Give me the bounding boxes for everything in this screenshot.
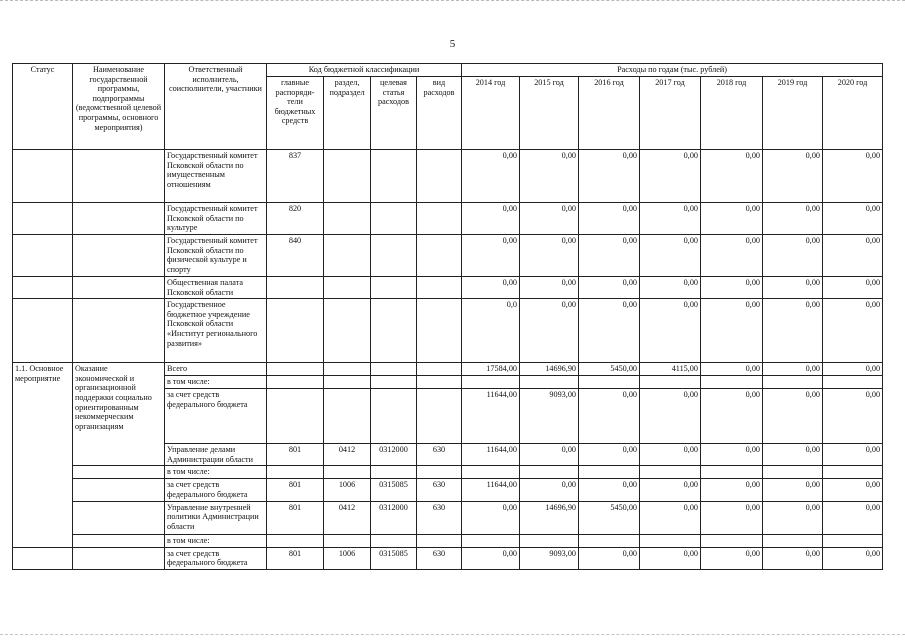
section-cell [324, 389, 371, 444]
value-cell: 0,00 [579, 547, 640, 569]
value-cell: 0,00 [701, 299, 763, 363]
value-cell: 0,00 [823, 299, 883, 363]
value-cell: 0,00 [763, 203, 823, 235]
grbs-cell: 840 [267, 235, 324, 277]
table-row [13, 534, 883, 547]
value-cell: 0,00 [823, 547, 883, 569]
value-cell: 0,00 [701, 479, 763, 501]
grbs-cell [267, 534, 324, 547]
name-cell: Оказание экономической и организационной поддержки социально ориентированным некоммерческим организациям [73, 363, 165, 466]
value-cell: 0,00 [640, 389, 701, 444]
header-budget-code: Код бюджетной классификации [267, 64, 462, 77]
value-cell: 0,00 [701, 150, 763, 203]
header-name: Наименование государственной программы, подпрограммы (ведомственной целевой программы, основного мероприятия) [73, 64, 165, 150]
value-cell: 0,00 [823, 203, 883, 235]
page-number: 5 [449, 38, 456, 50]
target-article-cell [371, 150, 417, 203]
value-cell: 0,00 [579, 277, 640, 299]
target-article-cell: 0312000 [371, 444, 417, 466]
table-row [13, 479, 883, 501]
name-cell [73, 466, 165, 479]
value-cell: 0,00 [701, 363, 763, 376]
expense-type-cell: 630 [417, 444, 462, 466]
value-cell: 0,00 [579, 203, 640, 235]
value-cell: 0,00 [701, 389, 763, 444]
table-row [13, 299, 883, 363]
table-row [13, 277, 883, 299]
value-cell: 0,00 [640, 299, 701, 363]
grbs-cell: 801 [267, 547, 324, 569]
budget-table [12, 63, 883, 570]
value-cell: 0,00 [579, 299, 640, 363]
grbs-cell [267, 277, 324, 299]
grbs-cell: 801 [267, 501, 324, 534]
executor-cell: Управление внутренней политики Администрации области [165, 501, 267, 534]
value-cell: 0,00 [763, 444, 823, 466]
grbs-cell [267, 389, 324, 444]
table-row [13, 203, 883, 235]
name-cell [73, 479, 165, 501]
value-cell [823, 466, 883, 479]
section-cell [324, 376, 371, 389]
value-cell: 0,00 [701, 277, 763, 299]
value-cell: 0,00 [520, 299, 579, 363]
header-year-2019: 2019 год [763, 77, 823, 150]
header-grbs: главные распоряди-тели бюджетных средств [267, 77, 324, 150]
value-cell: 0,00 [640, 444, 701, 466]
name-cell [73, 547, 165, 569]
value-cell: 0,00 [763, 547, 823, 569]
section-cell [324, 235, 371, 277]
target-article-cell: 0315085 [371, 547, 417, 569]
value-cell: 0,00 [579, 444, 640, 466]
value-cell: 4115,00 [640, 363, 701, 376]
value-cell: 17584,00 [462, 363, 520, 376]
grbs-cell [267, 466, 324, 479]
expense-type-cell: 630 [417, 479, 462, 501]
header-year-2018: 2018 год [701, 77, 763, 150]
expense-type-cell: 630 [417, 547, 462, 569]
value-cell: 0,00 [763, 389, 823, 444]
value-cell: 0,00 [823, 150, 883, 203]
grbs-cell [267, 376, 324, 389]
value-cell [763, 376, 823, 389]
value-cell: 5450,00 [579, 501, 640, 534]
value-cell [701, 466, 763, 479]
value-cell: 5450,00 [579, 363, 640, 376]
value-cell: 0,00 [823, 363, 883, 376]
grbs-cell [267, 363, 324, 376]
target-article-cell: 0312000 [371, 501, 417, 534]
value-cell [462, 534, 520, 547]
value-cell: 0,00 [763, 299, 823, 363]
value-cell: 14696,90 [520, 501, 579, 534]
value-cell: 0,00 [701, 235, 763, 277]
value-cell: 0,00 [462, 277, 520, 299]
value-cell: 0,00 [763, 501, 823, 534]
name-cell [73, 150, 165, 203]
status-cell [13, 547, 73, 569]
grbs-cell: 801 [267, 444, 324, 466]
header-year-2020: 2020 год [823, 77, 883, 150]
expense-type-cell [417, 203, 462, 235]
target-article-cell [371, 534, 417, 547]
value-cell: 0,00 [823, 479, 883, 501]
value-cell: 11644,00 [462, 479, 520, 501]
executor-cell: в том числе: [165, 534, 267, 547]
section-cell [324, 203, 371, 235]
executor-cell: в том числе: [165, 376, 267, 389]
value-cell: 0,00 [640, 277, 701, 299]
value-cell: 9093,00 [520, 389, 579, 444]
table-row [13, 501, 883, 534]
section-cell [324, 299, 371, 363]
section-cell [324, 534, 371, 547]
header-executor: Ответственный исполнитель, соисполнители, участники [165, 64, 267, 150]
grbs-cell: 801 [267, 479, 324, 501]
header-target-article: целевая статья расходов [371, 77, 417, 150]
value-cell: 0,00 [579, 235, 640, 277]
value-cell [462, 376, 520, 389]
value-cell [520, 376, 579, 389]
expense-type-cell: 630 [417, 501, 462, 534]
value-cell: 0,00 [640, 235, 701, 277]
name-cell [73, 203, 165, 235]
value-cell: 0,00 [823, 235, 883, 277]
value-cell [579, 376, 640, 389]
expense-type-cell [417, 466, 462, 479]
target-article-cell [371, 299, 417, 363]
status-cell [13, 235, 73, 277]
expense-type-cell [417, 376, 462, 389]
value-cell: 11644,00 [462, 444, 520, 466]
header-section: раздел, подраздел [324, 77, 371, 150]
value-cell [579, 534, 640, 547]
value-cell: 11644,00 [462, 389, 520, 444]
expense-type-cell [417, 299, 462, 363]
value-cell: 0,00 [640, 547, 701, 569]
executor-cell: Государственный комитет Псковской области по культуре [165, 203, 267, 235]
value-cell [701, 376, 763, 389]
value-cell [520, 466, 579, 479]
value-cell: 14696,90 [520, 363, 579, 376]
executor-cell: Государственный комитет Псковской области по физической культуре и спорту [165, 235, 267, 277]
section-cell: 1006 [324, 479, 371, 501]
name-cell [73, 534, 165, 547]
executor-cell: Общественная палата Псковской области [165, 277, 267, 299]
value-cell [579, 466, 640, 479]
grbs-cell: 820 [267, 203, 324, 235]
target-article-cell [371, 376, 417, 389]
value-cell: 0,00 [520, 444, 579, 466]
value-cell: 0,00 [823, 389, 883, 444]
value-cell: 0,00 [763, 277, 823, 299]
value-cell [823, 376, 883, 389]
grbs-cell [267, 299, 324, 363]
value-cell: 0,00 [823, 277, 883, 299]
table-row [13, 547, 883, 569]
expense-type-cell [417, 277, 462, 299]
value-cell: 0,00 [823, 501, 883, 534]
value-cell [823, 534, 883, 547]
header-year-2015: 2015 год [520, 77, 579, 150]
section-cell: 1006 [324, 547, 371, 569]
value-cell: 0,00 [520, 235, 579, 277]
name-cell [73, 501, 165, 534]
value-cell: 9093,00 [520, 547, 579, 569]
value-cell: 0,00 [640, 203, 701, 235]
executor-cell: Государственный комитет Псковской области по имущественным отношениям [165, 150, 267, 203]
value-cell [763, 466, 823, 479]
value-cell: 0,00 [520, 277, 579, 299]
executor-cell: за счет средств федерального бюджета [165, 479, 267, 501]
value-cell: 0,00 [640, 150, 701, 203]
value-cell: 0,00 [701, 501, 763, 534]
expense-type-cell [417, 363, 462, 376]
section-cell [324, 150, 371, 203]
value-cell: 0,00 [763, 363, 823, 376]
name-cell [73, 277, 165, 299]
header-expenses: Расходы по годам (тыс. рублей) [462, 64, 883, 77]
section-cell [324, 277, 371, 299]
executor-cell: за счет средств федерального бюджета [165, 547, 267, 569]
target-article-cell [371, 363, 417, 376]
target-article-cell: 0315085 [371, 479, 417, 501]
value-cell: 0,00 [462, 150, 520, 203]
status-cell [13, 277, 73, 299]
value-cell: 0,00 [763, 150, 823, 203]
value-cell [640, 534, 701, 547]
name-cell [73, 299, 165, 363]
value-cell: 0,0 [462, 299, 520, 363]
value-cell: 0,00 [462, 547, 520, 569]
table-body [13, 150, 883, 570]
section-cell [324, 363, 371, 376]
expense-type-cell [417, 235, 462, 277]
header-year-2014: 2014 год [462, 77, 520, 150]
executor-cell: за счет средств федерального бюджета [165, 389, 267, 444]
table-row [13, 466, 883, 479]
executor-cell: в том числе: [165, 466, 267, 479]
header-status: Статус [13, 64, 73, 150]
grbs-cell: 837 [267, 150, 324, 203]
value-cell: 0,00 [640, 479, 701, 501]
section-cell: 0412 [324, 501, 371, 534]
value-cell: 0,00 [579, 150, 640, 203]
value-cell: 0,00 [763, 479, 823, 501]
name-cell [73, 235, 165, 277]
scan-edge-bottom [0, 634, 905, 637]
value-cell [701, 534, 763, 547]
value-cell: 0,00 [462, 203, 520, 235]
value-cell: 0,00 [640, 501, 701, 534]
value-cell [640, 376, 701, 389]
section-cell [324, 466, 371, 479]
value-cell: 0,00 [763, 235, 823, 277]
table-row [13, 150, 883, 203]
status-cell [13, 150, 73, 203]
value-cell [462, 466, 520, 479]
value-cell [520, 534, 579, 547]
executor-cell: Государственное бюджетное учреждение Псковской области «Институт регионального развития» [165, 299, 267, 363]
value-cell: 0,00 [462, 235, 520, 277]
status-cell [13, 299, 73, 363]
value-cell: 0,00 [701, 203, 763, 235]
header-year-2016: 2016 год [579, 77, 640, 150]
value-cell [640, 466, 701, 479]
status-cell [13, 203, 73, 235]
scan-edge-top [0, 0, 905, 5]
value-cell: 0,00 [701, 547, 763, 569]
expense-type-cell [417, 534, 462, 547]
table-row [13, 235, 883, 277]
status-cell: 1.1. Основное мероприятие [13, 363, 73, 547]
target-article-cell [371, 277, 417, 299]
value-cell [763, 534, 823, 547]
value-cell: 0,00 [579, 389, 640, 444]
table-row [13, 363, 883, 376]
value-cell: 0,00 [462, 501, 520, 534]
section-cell: 0412 [324, 444, 371, 466]
header-expense-type: вид расходов [417, 77, 462, 150]
target-article-cell [371, 235, 417, 277]
executor-cell: Управление делами Администрации области [165, 444, 267, 466]
value-cell: 0,00 [579, 479, 640, 501]
expense-type-cell [417, 150, 462, 203]
value-cell: 0,00 [823, 444, 883, 466]
target-article-cell [371, 466, 417, 479]
header-year-2017: 2017 год [640, 77, 701, 150]
target-article-cell [371, 203, 417, 235]
value-cell: 0,00 [701, 444, 763, 466]
target-article-cell [371, 389, 417, 444]
value-cell: 0,00 [520, 479, 579, 501]
value-cell: 0,00 [520, 203, 579, 235]
value-cell: 0,00 [520, 150, 579, 203]
executor-cell: Всего [165, 363, 267, 376]
expense-type-cell [417, 389, 462, 444]
